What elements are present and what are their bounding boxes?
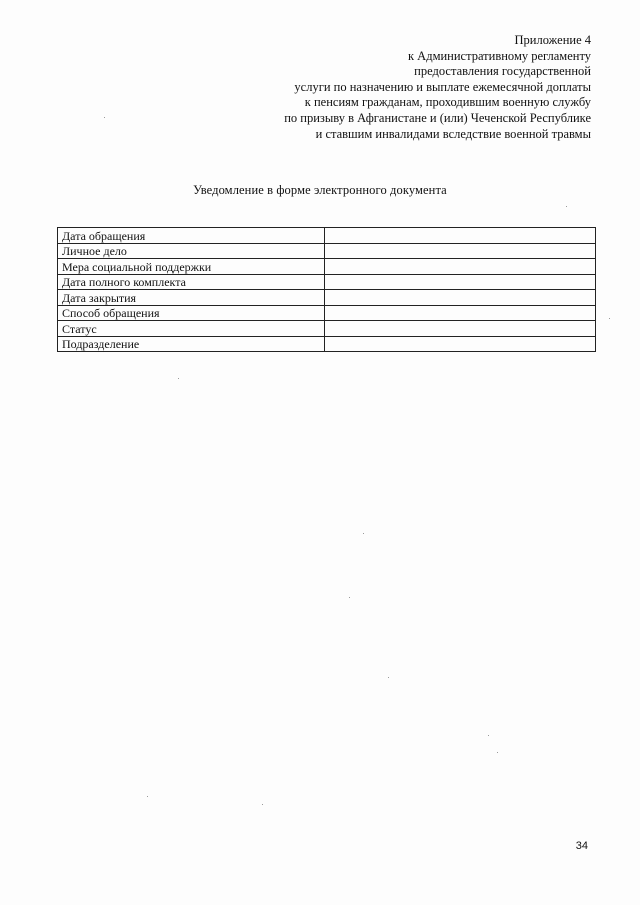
appendix-line: и ставшим инвалидами вследствие военной травмы <box>315 126 591 141</box>
scan-speck <box>147 796 148 797</box>
row-label: Дата обращения <box>58 228 325 244</box>
scan-speck <box>178 378 179 379</box>
scan-speck <box>262 804 263 805</box>
row-label: Подразделение <box>58 336 325 352</box>
table-row <box>58 274 596 290</box>
scan-speck <box>349 597 350 598</box>
page-number: 34 <box>575 840 588 852</box>
row-label: Дата закрытия <box>58 290 325 306</box>
table-row <box>58 305 596 321</box>
table-row <box>58 243 596 259</box>
row-value <box>325 243 596 259</box>
table-row <box>58 228 596 244</box>
document-title: Уведомление в форме электронного документа <box>193 183 447 197</box>
row-label: Дата полного комплекта <box>58 274 325 290</box>
scan-speck <box>104 117 105 118</box>
appendix-header <box>231 33 591 142</box>
row-label: Способ обращения <box>58 305 325 321</box>
appendix-line: услуги по назначению и выплате ежемесячной доплаты <box>294 79 591 94</box>
appendix-line: предоставления государственной <box>414 64 591 79</box>
row-value <box>325 290 596 306</box>
row-value <box>325 336 596 352</box>
scan-speck <box>609 318 610 319</box>
appendix-line: к Административному регламенту <box>407 48 591 63</box>
scan-speck <box>488 735 489 736</box>
table-row <box>58 321 596 337</box>
scan-speck <box>363 533 364 534</box>
table-row <box>58 259 596 275</box>
table-row <box>58 290 596 306</box>
row-value <box>325 228 596 244</box>
appendix-line: Приложение 4 <box>514 33 591 47</box>
scan-speck <box>497 752 498 753</box>
row-value <box>325 259 596 275</box>
row-label: Статус <box>58 321 325 337</box>
scan-speck <box>566 206 567 207</box>
scan-speck <box>388 677 389 678</box>
appendix-line: по призыву в Афганистане и (или) Чеченской Республике <box>284 110 591 125</box>
notification-table <box>57 227 596 352</box>
row-value <box>325 274 596 290</box>
table-row <box>58 336 596 352</box>
appendix-line: к пенсиям гражданам, проходившим военную службу <box>304 95 591 110</box>
row-value <box>325 305 596 321</box>
row-value <box>325 321 596 337</box>
row-label: Личное дело <box>58 243 325 259</box>
row-label: Мера социальной поддержки <box>58 259 325 275</box>
